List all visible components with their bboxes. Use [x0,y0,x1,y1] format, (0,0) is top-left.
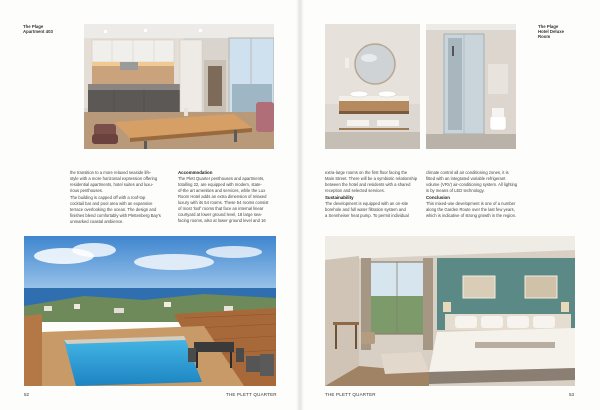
right-caption-line-1: The Plage [538,24,559,29]
left-col1-line: rious penthouses. [70,188,104,193]
left-col1-line: cocktail bar and pool area with an expansive [70,201,153,206]
right-col1-line: a Sennheiser heat pump. To permit individual [325,213,409,218]
conclusion-heading: Conclusion [426,195,450,200]
left-text-column-2 [178,170,276,230]
left-col1-line: residential apartments, hotel suites and luxu- [70,182,154,187]
right-col1-line: The development is equipped with an on-site [325,201,409,206]
spread-gutter [296,0,304,410]
right-col1-line: borehole and full water filtration system and [325,207,406,212]
left-col2-line: Room Hotel adds an extra dimension of relaxed [178,194,267,199]
left-text-column-1 [70,170,165,230]
left-page-number: 52 [24,392,30,397]
hotel-bedroom-photo [325,236,575,386]
left-col1-line: terrace overlooking the ocean. The design and [70,207,157,212]
left-col1-line: unmarked coastal ambience. [70,219,124,224]
right-page-number: 53 [569,392,575,397]
right-text-column-2 [426,170,526,232]
right-col2-line: climate control all air conditioning zones, it is [426,170,509,175]
right-col2-line: This mixed-use development is one of a number [426,201,516,206]
bathroom-shower-photo [426,24,516,149]
right-col1-line: Main Street. There will be a symbiotic relationship [325,176,418,181]
left-col2-line: facing rooms, also at lower ground level and 16 [178,218,266,223]
right-col2-line: is by means of LED technology. [426,188,485,193]
left-col2-line: luxury with its 54 rooms. These 54 rooms consist [178,200,269,205]
right-col1-line: extra-large rooms on the first floor facing the [325,170,408,175]
left-col2-line: of-the art amenities and services, while the Lux [178,188,266,193]
accommodation-heading: Accommodation [178,170,213,175]
left-col1-line: the transition to a more relaxed seaside life- [70,170,152,175]
right-col2-line: volume (VRV) air-conditioning system. All lighting [426,182,518,187]
right-caption-line-2: Hotel Deluxe [538,29,565,34]
rooftop-pool-photo [24,236,276,386]
right-col1-line: reception and selected services. [325,188,385,193]
left-caption-line-2: Apartment 403 [23,29,53,34]
left-col2-line: totalling 22, are equipped with modern, state- [178,182,262,187]
left-magazine-name: THE PLETT QUARTER [226,392,277,397]
bathroom-vanity-photo [325,24,420,149]
left-col2-line: The Plett Quarter penthouses and apartments, [178,176,265,181]
right-col2-line: which is indicative of strong growth in the region. [426,213,517,218]
left-caption [23,24,53,34]
left-col2-line: courtyard at lower ground level, 18 large sea- [178,212,263,217]
right-page [300,0,600,410]
right-caption-line-3: Room [538,34,551,39]
left-col2-line: of most 'loof' rooms that face an internal linear [178,206,264,211]
left-col1-line: finishes blend comfortably with Plettenberg Bay's [70,213,161,218]
right-caption [538,24,564,39]
right-col2-line: fitted with an integrated variable refrigerant [426,176,506,181]
right-col2-line: along the Garden Route over the last few years, [426,207,515,212]
right-text-column-1 [325,170,420,232]
right-magazine-name: THE PLETT QUARTER [325,392,376,397]
apartment-kitchen-photo [84,24,274,149]
sustainability-heading: Sustainability [325,195,354,200]
left-caption-line-1: The Plage [23,24,44,29]
right-col1-line: between the hotel and residents with a shared [325,182,411,187]
left-col1-line: The building is capped off with a roof-top [70,195,146,200]
left-col1-line: style with a more horizontal expression offering [70,176,158,181]
